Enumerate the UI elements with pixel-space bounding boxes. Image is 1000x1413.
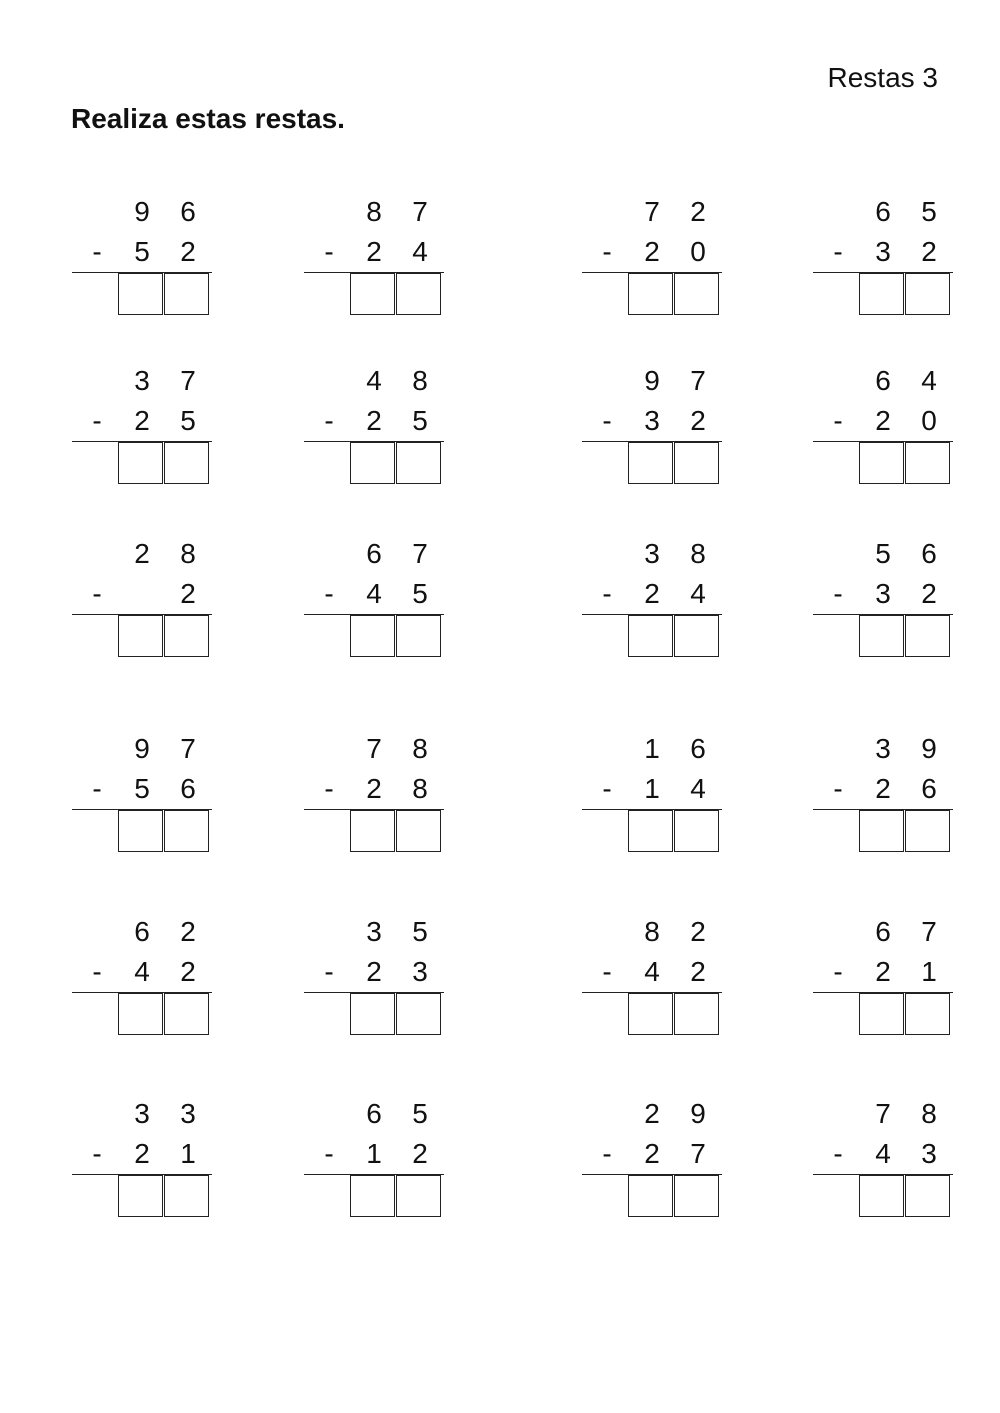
answer-units-box[interactable] — [674, 810, 719, 852]
subtrahend-tens-digit: 3 — [644, 405, 660, 436]
minuend-tens-digit: 3 — [644, 538, 660, 569]
subtrahend-tens-digit: 2 — [366, 773, 382, 804]
minuend-tens-digit: 7 — [875, 1098, 891, 1129]
minus-sign: - — [92, 236, 102, 267]
subtrahend-units-digit: 0 — [921, 405, 937, 436]
subtraction-problem — [72, 365, 222, 495]
minuend-units-digit: 5 — [921, 196, 937, 227]
subtrahend-units-digit: 5 — [412, 405, 428, 436]
minus-sign: - — [833, 1138, 843, 1169]
subtraction-problem — [813, 1098, 963, 1228]
subtrahend-tens-digit: 4 — [644, 956, 660, 987]
minuend-tens-digit: 6 — [875, 916, 891, 947]
answer-tens-box[interactable] — [628, 615, 673, 657]
subtrahend-units-digit: 2 — [180, 578, 196, 609]
subtrahend-units-digit: 2 — [180, 236, 196, 267]
subtrahend-units-digit: 1 — [921, 956, 937, 987]
minuend-tens-digit: 9 — [134, 196, 150, 227]
subtraction-problem — [813, 916, 963, 1046]
minuend-tens-digit: 2 — [134, 538, 150, 569]
minuend-units-digit: 5 — [412, 916, 428, 947]
subtrahend-tens-digit: 1 — [644, 773, 660, 804]
instruction-text: Realiza estas restas. — [71, 103, 345, 134]
answer-tens-box[interactable] — [859, 273, 904, 315]
answer-units-box[interactable] — [396, 273, 441, 315]
subtraction-problem — [813, 538, 963, 668]
subtrahend-tens-digit: 2 — [875, 773, 891, 804]
subtrahend-tens-digit: 2 — [644, 236, 660, 267]
answer-units-box[interactable] — [674, 442, 719, 484]
subtrahend-units-digit: 5 — [180, 405, 196, 436]
subtraction-problem — [72, 196, 222, 326]
subtrahend-tens-digit: 3 — [875, 578, 891, 609]
subtrahend-units-digit: 3 — [412, 956, 428, 987]
minuend-tens-digit: 3 — [134, 365, 150, 396]
subtraction-problem — [72, 538, 222, 668]
minus-sign: - — [602, 236, 612, 267]
answer-tens-box[interactable] — [859, 810, 904, 852]
subtrahend-units-digit: 1 — [180, 1138, 196, 1169]
minuend-units-digit: 7 — [921, 916, 937, 947]
minuend-tens-digit: 3 — [366, 916, 382, 947]
subtrahend-units-digit: 2 — [180, 956, 196, 987]
minuend-tens-digit: 7 — [644, 196, 660, 227]
subtrahend-units-digit: 6 — [921, 773, 937, 804]
answer-units-box[interactable] — [164, 442, 209, 484]
minus-sign: - — [833, 773, 843, 804]
minus-sign: - — [92, 1138, 102, 1169]
subtrahend-tens-digit: 2 — [366, 405, 382, 436]
minuend-tens-digit: 2 — [644, 1098, 660, 1129]
answer-units-box[interactable] — [396, 442, 441, 484]
answer-units-box[interactable] — [674, 273, 719, 315]
answer-tens-box[interactable] — [628, 442, 673, 484]
answer-tens-box[interactable] — [628, 810, 673, 852]
minus-sign: - — [833, 405, 843, 436]
subtrahend-tens-digit: 2 — [366, 956, 382, 987]
answer-tens-box[interactable] — [118, 442, 163, 484]
minus-sign: - — [324, 956, 334, 987]
minuend-tens-digit: 6 — [875, 196, 891, 227]
minus-sign: - — [324, 236, 334, 267]
answer-tens-box[interactable] — [118, 273, 163, 315]
minus-sign: - — [833, 236, 843, 267]
answer-tens-box[interactable] — [118, 810, 163, 852]
minuend-tens-digit: 9 — [644, 365, 660, 396]
minuend-tens-digit: 7 — [366, 733, 382, 764]
answer-tens-box[interactable] — [859, 1175, 904, 1217]
subtrahend-tens-digit: 1 — [366, 1138, 382, 1169]
minus-sign: - — [92, 956, 102, 987]
subtrahend-tens-digit: 4 — [134, 956, 150, 987]
subtraction-problem — [304, 1098, 454, 1228]
answer-units-box[interactable] — [905, 615, 950, 657]
subtrahend-tens-digit: 2 — [134, 405, 150, 436]
answer-units-box[interactable] — [164, 810, 209, 852]
subtraction-problem — [72, 916, 222, 1046]
subtraction-problem — [304, 196, 454, 326]
subtraction-problem — [813, 365, 963, 495]
subtraction-problem — [72, 733, 222, 863]
minuend-tens-digit: 4 — [366, 365, 382, 396]
subtrahend-tens-digit: 2 — [134, 1138, 150, 1169]
answer-units-box[interactable] — [164, 993, 209, 1035]
answer-tens-box[interactable] — [118, 1175, 163, 1217]
minuend-units-digit: 7 — [180, 733, 196, 764]
answer-tens-box[interactable] — [628, 1175, 673, 1217]
minuend-units-digit: 2 — [690, 916, 706, 947]
subtraction-problem — [304, 733, 454, 863]
answer-units-box[interactable] — [396, 615, 441, 657]
subtraction-problem — [582, 196, 732, 326]
subtrahend-units-digit: 5 — [412, 578, 428, 609]
subtrahend-tens-digit: 3 — [875, 236, 891, 267]
minuend-units-digit: 7 — [412, 538, 428, 569]
minuend-units-digit: 2 — [690, 196, 706, 227]
minuend-units-digit: 2 — [180, 916, 196, 947]
answer-units-box[interactable] — [905, 810, 950, 852]
subtraction-problem — [582, 916, 732, 1046]
minuend-units-digit: 7 — [412, 196, 428, 227]
subtrahend-tens-digit: 2 — [875, 956, 891, 987]
minuend-tens-digit: 6 — [366, 1098, 382, 1129]
subtraction-problem — [304, 916, 454, 1046]
minuend-tens-digit: 6 — [134, 916, 150, 947]
subtrahend-units-digit: 7 — [690, 1138, 706, 1169]
subtrahend-tens-digit: 5 — [134, 773, 150, 804]
answer-units-box[interactable] — [905, 273, 950, 315]
subtrahend-units-digit: 4 — [690, 773, 706, 804]
minuend-units-digit: 6 — [690, 733, 706, 764]
minuend-tens-digit: 3 — [134, 1098, 150, 1129]
minus-sign: - — [833, 956, 843, 987]
subtrahend-units-digit: 2 — [412, 1138, 428, 1169]
answer-units-box[interactable] — [905, 442, 950, 484]
subtraction-problem — [813, 196, 963, 326]
answer-tens-box[interactable] — [628, 993, 673, 1035]
answer-tens-box[interactable] — [859, 993, 904, 1035]
answer-units-box[interactable] — [396, 993, 441, 1035]
answer-units-box[interactable] — [674, 993, 719, 1035]
subtrahend-units-digit: 4 — [412, 236, 428, 267]
answer-units-box[interactable] — [905, 993, 950, 1035]
subtrahend-units-digit: 6 — [180, 773, 196, 804]
answer-units-box[interactable] — [164, 1175, 209, 1217]
answer-tens-box[interactable] — [350, 615, 395, 657]
minuend-units-digit: 8 — [921, 1098, 937, 1129]
minus-sign: - — [602, 1138, 612, 1169]
subtraction-problem — [582, 733, 732, 863]
answer-units-box[interactable] — [905, 1175, 950, 1217]
answer-tens-box[interactable] — [859, 615, 904, 657]
subtrahend-tens-digit: 4 — [366, 578, 382, 609]
minus-sign: - — [324, 405, 334, 436]
answer-units-box[interactable] — [674, 1175, 719, 1217]
subtrahend-units-digit: 2 — [921, 236, 937, 267]
minus-sign: - — [833, 578, 843, 609]
answer-tens-box[interactable] — [118, 993, 163, 1035]
subtraction-problem — [813, 733, 963, 863]
minuend-units-digit: 5 — [412, 1098, 428, 1129]
subtraction-problem — [304, 365, 454, 495]
minuend-tens-digit: 6 — [875, 365, 891, 396]
minuend-tens-digit: 5 — [875, 538, 891, 569]
subtraction-problem — [304, 538, 454, 668]
subtrahend-tens-digit: 2 — [366, 236, 382, 267]
answer-tens-box[interactable] — [350, 1175, 395, 1217]
answer-units-box[interactable] — [396, 1175, 441, 1217]
subtrahend-units-digit: 0 — [690, 236, 706, 267]
subtraction-problem — [72, 1098, 222, 1228]
minuend-units-digit: 4 — [921, 365, 937, 396]
answer-tens-box[interactable] — [350, 273, 395, 315]
answer-tens-box[interactable] — [628, 273, 673, 315]
minuend-units-digit: 7 — [690, 365, 706, 396]
minuend-tens-digit: 1 — [644, 733, 660, 764]
minuend-units-digit: 6 — [921, 538, 937, 569]
subtraction-problem — [582, 1098, 732, 1228]
minus-sign: - — [92, 578, 102, 609]
minus-sign: - — [324, 773, 334, 804]
subtrahend-units-digit: 2 — [690, 405, 706, 436]
answer-tens-box[interactable] — [350, 442, 395, 484]
minuend-tens-digit: 8 — [644, 916, 660, 947]
subtraction-problem — [582, 365, 732, 495]
minuend-tens-digit: 3 — [875, 733, 891, 764]
subtrahend-tens-digit: 2 — [644, 1138, 660, 1169]
sheet-title: Restas 3 — [827, 62, 938, 93]
minuend-units-digit: 9 — [921, 733, 937, 764]
answer-units-box[interactable] — [164, 273, 209, 315]
subtrahend-units-digit: 4 — [690, 578, 706, 609]
minuend-units-digit: 7 — [180, 365, 196, 396]
subtraction-problem — [582, 538, 732, 668]
minuend-units-digit: 3 — [180, 1098, 196, 1129]
answer-units-box[interactable] — [674, 615, 719, 657]
minus-sign: - — [324, 578, 334, 609]
minuend-units-digit: 6 — [180, 196, 196, 227]
minus-sign: - — [324, 1138, 334, 1169]
subtrahend-tens-digit: 2 — [644, 578, 660, 609]
minus-sign: - — [602, 773, 612, 804]
minus-sign: - — [92, 405, 102, 436]
minuend-tens-digit: 8 — [366, 196, 382, 227]
subtrahend-units-digit: 2 — [690, 956, 706, 987]
subtrahend-tens-digit: 5 — [134, 236, 150, 267]
subtrahend-units-digit: 3 — [921, 1138, 937, 1169]
minus-sign: - — [92, 773, 102, 804]
minus-sign: - — [602, 578, 612, 609]
minuend-units-digit: 8 — [412, 365, 428, 396]
answer-tens-box[interactable] — [118, 615, 163, 657]
subtrahend-units-digit: 2 — [921, 578, 937, 609]
answer-units-box[interactable] — [396, 810, 441, 852]
minus-sign: - — [602, 405, 612, 436]
answer-tens-box[interactable] — [350, 993, 395, 1035]
minuend-units-digit: 8 — [412, 733, 428, 764]
subtrahend-tens-digit: 4 — [875, 1138, 891, 1169]
minuend-units-digit: 9 — [690, 1098, 706, 1129]
answer-tens-box[interactable] — [859, 442, 904, 484]
answer-tens-box[interactable] — [350, 810, 395, 852]
minuend-tens-digit: 6 — [366, 538, 382, 569]
answer-units-box[interactable] — [164, 615, 209, 657]
minuend-units-digit: 8 — [690, 538, 706, 569]
subtrahend-tens-digit: 2 — [875, 405, 891, 436]
minus-sign: - — [602, 956, 612, 987]
subtrahend-units-digit: 8 — [412, 773, 428, 804]
minuend-units-digit: 8 — [180, 538, 196, 569]
minuend-tens-digit: 9 — [134, 733, 150, 764]
